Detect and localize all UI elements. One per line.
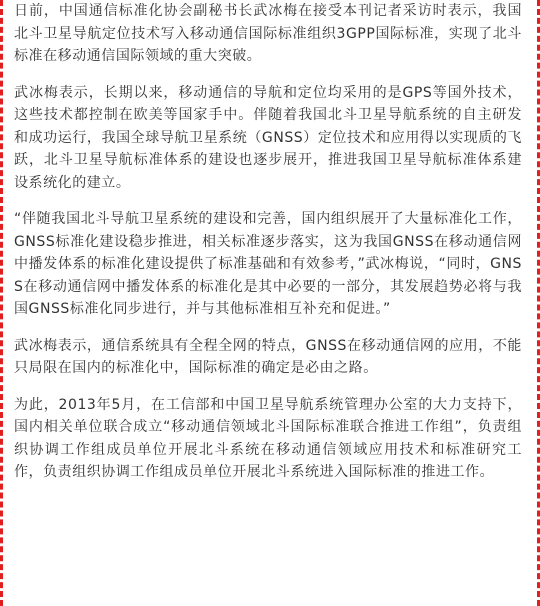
paragraph-3: “伴随我国北斗导航卫星系统的建设和完善，国内组织展开了大量标准化工作，GNSS标准化建设稳步推进，相关标准逐步落实，这为我国GNSS在移动通信网中播发体系的标准化建设提供了标准基础和有效参考，”武冰梅说，“同时，GNSS在移动通信网中播发体系的标准化是其中必要的一部分，其发展趋势必将与我国GNSS标准化同步进行，并与其他标准相互补充和促进。” <box>14 211 522 317</box>
paragraph-2: 武冰梅表示，长期以来，移动通信的导航和定位均采用的是GPS等国外技术，这些技术都控制在欧美等国家手中。伴随着我国北斗卫星导航系统的自主研发和成功运行，我国全球导航卫星系统（GNSS）定位技术和应用得以实现质的飞跃，北斗卫星导航标准体系的建设也逐步展开，推进我国卫星导航标准体系建设系统化的建立。 <box>14 84 522 191</box>
paragraph-4: 武冰梅表示，通信系统具有全程全网的特点，GNSS在移动通信网的应用，不能只局限在国内的标准化中，国际标准的确定是必由之路。 <box>14 337 522 376</box>
paragraph-1: 日前，中国通信标准化协会副秘书长武冰梅在接受本刊记者采访时表示，我国北斗卫星导航定位技术写入移动通信国际标准组织3GPP国际标准，实现了北斗标准在移动通信国际领域的重大突破。 <box>14 3 522 64</box>
paragraph-5: 为此，2013年5月，在工信部和中国卫星导航系统管理办公室的大力支持下，国内相关单位联合成立“移动通信领域北斗国际标准联合推进工作组”，负责组织协调工作组成员单位开展北斗系统在移动通信领域应用技术和标准研究工作，负责组织协调工作组成员单位开展北斗系统进入国际标准的推进工作。 <box>14 396 522 480</box>
